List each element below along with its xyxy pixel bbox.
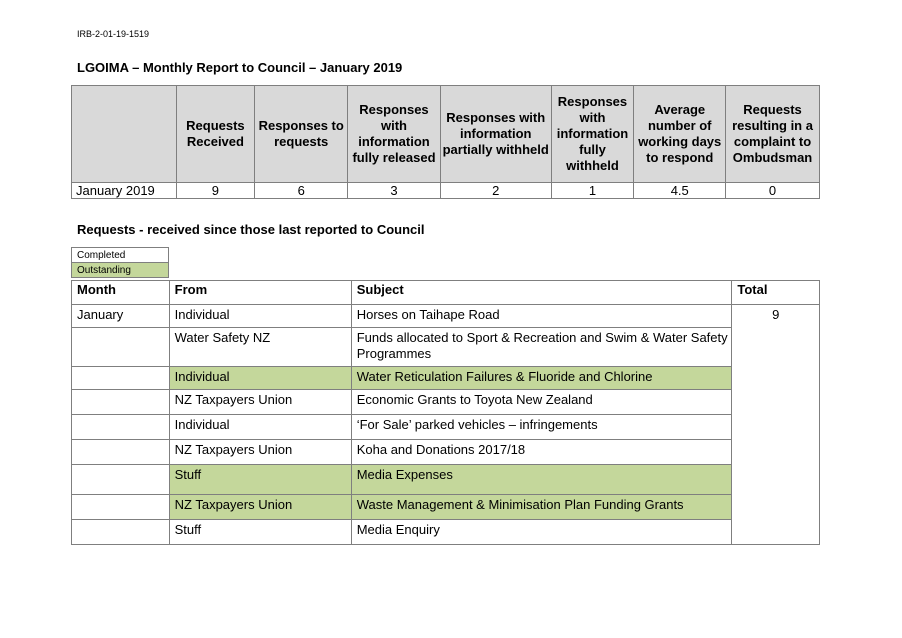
from-cell: Water Safety NZ	[169, 328, 351, 367]
table-row	[72, 415, 820, 440]
from-cell: Stuff	[169, 465, 351, 495]
from-cell: Individual	[169, 367, 351, 390]
page-title: LGOIMA – Monthly Report to Council – January 2019	[77, 60, 403, 75]
month-cell	[72, 520, 170, 545]
status-legend	[71, 247, 169, 278]
subject-cell: Media Expenses	[351, 465, 732, 495]
from-cell: Individual	[169, 305, 351, 328]
subject-cell: Waste Management & Minimisation Plan Funding Grants	[351, 495, 732, 520]
table-row	[72, 328, 820, 367]
summary-fully-withheld: 1	[551, 183, 634, 199]
table-row	[72, 367, 820, 390]
table-row	[72, 305, 820, 328]
subject-cell: Horses on Taihape Road	[351, 305, 732, 328]
month-cell	[72, 415, 170, 440]
month-cell	[72, 390, 170, 415]
table-row	[72, 520, 820, 545]
header-month: Month	[72, 281, 170, 305]
summary-header-fully-released: Responses with information fully released	[348, 86, 441, 183]
summary-header-ombudsman: Requests resulting in a complaint to Ombudsman	[726, 86, 820, 183]
subject-cell: Funds allocated to Sport & Recreation and Swim & Water Safety Programmes	[351, 328, 732, 367]
summary-header-responses: Responses to requests	[255, 86, 348, 183]
subject-cell: Media Enquiry	[351, 520, 732, 545]
from-cell: NZ Taxpayers Union	[169, 390, 351, 415]
month-cell	[72, 465, 170, 495]
table-row	[72, 495, 820, 520]
section-heading: Requests - received since those last reported to Council	[77, 222, 425, 237]
summary-responses: 6	[255, 183, 348, 199]
summary-requests-received: 9	[176, 183, 255, 199]
summary-ombudsman: 0	[726, 183, 820, 199]
from-cell: Stuff	[169, 520, 351, 545]
table-row	[72, 465, 820, 495]
requests-header-row	[72, 281, 820, 305]
table-row	[72, 390, 820, 415]
subject-cell: Water Reticulation Failures & Fluoride and Chlorine	[351, 367, 732, 390]
summary-average-days: 4.5	[634, 183, 726, 199]
summary-table	[71, 85, 820, 199]
from-cell: NZ Taxpayers Union	[169, 495, 351, 520]
summary-header-requests-received: Requests Received	[176, 86, 255, 183]
legend-outstanding: Outstanding	[72, 263, 169, 278]
summary-fully-released: 3	[348, 183, 441, 199]
month-cell	[72, 367, 170, 390]
summary-header-average-days: Average number of working days to respond	[634, 86, 726, 183]
header-total: Total	[732, 281, 820, 305]
requests-table	[71, 280, 820, 545]
from-cell: Individual	[169, 415, 351, 440]
from-cell: NZ Taxpayers Union	[169, 440, 351, 465]
header-subject: Subject	[351, 281, 732, 305]
table-row	[72, 440, 820, 465]
summary-month: January 2019	[72, 183, 177, 199]
legend-completed: Completed	[72, 248, 169, 263]
summary-header-row	[72, 86, 820, 183]
subject-cell: Economic Grants to Toyota New Zealand	[351, 390, 732, 415]
subject-cell: Koha and Donations 2017/18	[351, 440, 732, 465]
month-cell	[72, 495, 170, 520]
total-cell: 9	[732, 305, 820, 545]
month-cell: January	[72, 305, 170, 328]
month-cell	[72, 440, 170, 465]
month-cell	[72, 328, 170, 367]
summary-header-blank	[72, 86, 177, 183]
document-id: IRB-2-01-19-1519	[77, 29, 150, 39]
summary-data-row	[72, 183, 820, 199]
header-from: From	[169, 281, 351, 305]
summary-partially-withheld: 2	[440, 183, 551, 199]
subject-cell: ‘For Sale’ parked vehicles – infringements	[351, 415, 732, 440]
summary-header-partially-withheld: Responses with information partially withheld	[440, 86, 551, 183]
summary-header-fully-withheld: Responses with information fully withheld	[551, 86, 634, 183]
